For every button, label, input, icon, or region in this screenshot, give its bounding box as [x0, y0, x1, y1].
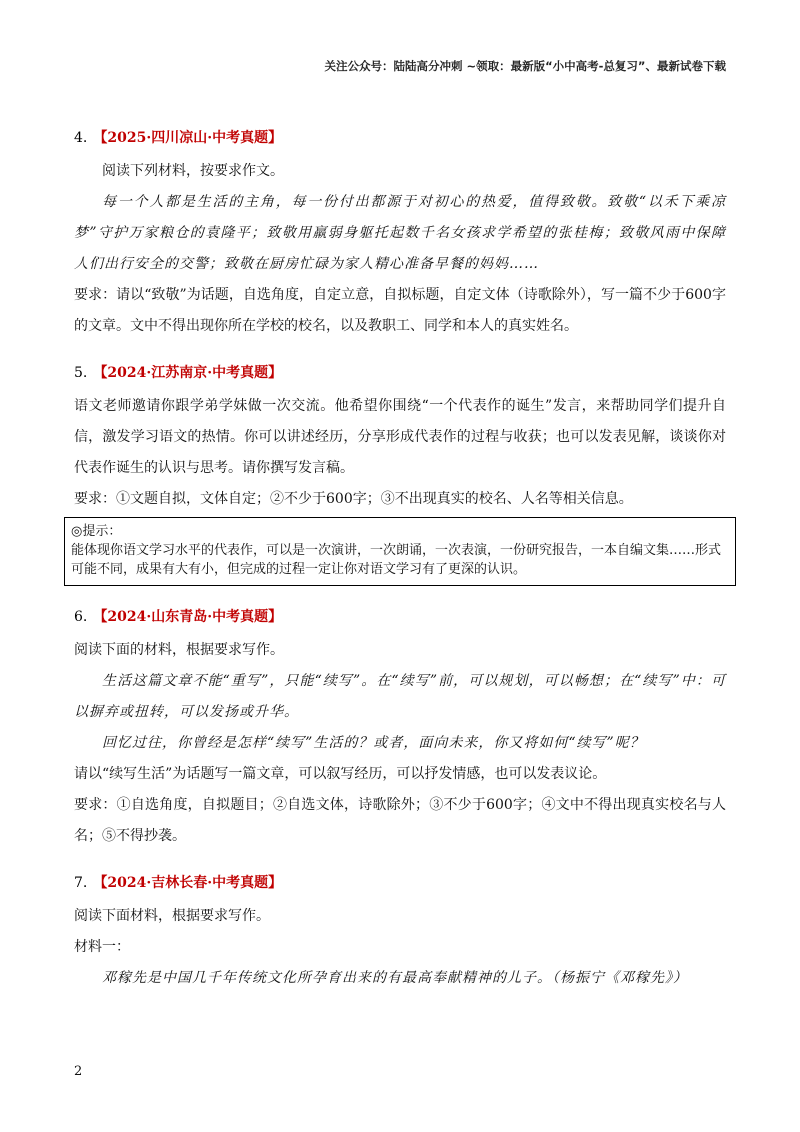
question-5 — [71, 363, 726, 586]
topic-instruction: 请以“续写生活”为话题写一篇文章，可以叙写经历，可以抒发情感，也可以发表议论。 — [74, 766, 607, 782]
requirements: 要求：①文题自拟，文体自定；②不少于600字；③不出现真实的校名、人名等相关信息。 — [74, 491, 633, 507]
question-7 — [74, 873, 726, 994]
question-number: 4. — [74, 130, 88, 146]
question-source-tag: 【2024·江苏南京·中考真题】 — [93, 365, 283, 381]
tip-box — [64, 517, 736, 586]
material-text: 每一个人都是生活的主角，每一份付出都源于对初心的热爱，值得致敬。致敬“以禾下乘凉梦”守护万家粮仓的袁隆平；致敬用羸弱身躯托起数千名女孩求学希望的张桂梅；致敬风雨中保障人们出行安全的交警；致敬在厨房忙碌为家人精心准备早餐的妈妈…… — [74, 194, 726, 272]
question-heading — [74, 128, 726, 148]
question-number: 7. — [74, 875, 88, 891]
requirements: 要求：请以“致敬”为话题，自选角度，自定立意，自拟标题，自定文体（诗歌除外），写一篇不少于600字的文章。文中不得出现你所在学校的校名，以及教职工、同学和本人的真实姓名。 — [74, 287, 726, 334]
question-source-tag: 【2025·四川凉山·中考真题】 — [93, 130, 283, 146]
instruction: 阅读下面材料，根据要求写作。 — [74, 908, 270, 924]
material-text: 邓稼先是中国几千年传统文化所孕育出来的有最高奉献精神的儿子。（杨振宁《邓稼先》） — [102, 970, 688, 986]
material-label: 材料一： — [74, 939, 130, 955]
question-heading — [74, 607, 726, 627]
question-6 — [74, 607, 726, 852]
tip-body: 能体现你语文学习水平的代表作，可以是一次演讲，一次朗诵，一次表演，一份研究报告，一本自编文集……形式可能不同，成果有大有小，但完成的过程一定让你对语文学习有了更深的认识。 — [71, 543, 722, 577]
page-number: 2 — [74, 1064, 83, 1079]
document-body — [71, 128, 726, 1015]
page-header: 关注公众号：陆陆高分冲刺 ~领取：最新版“小中高考-总复习”、最新试卷下载 — [324, 59, 726, 73]
question-number: 6. — [74, 609, 88, 625]
material-text: 语文老师邀请你跟学弟学妹做一次交流。他希望你围绕“一个代表作的诞生”发言，来帮助同学们提升自信，激发学习语文的热情。你可以讲述经历，分享形成代表作的过程与收获；也可以发表见解，谈谈你对代表作诞生的认识与思考。请你撰写发言稿。 — [74, 398, 726, 476]
tip-title: ◎提示： — [71, 524, 122, 539]
material-text: 回忆过往，你曾经是怎样“续写”生活的？或者，面向未来，你又将如何“续写”呢？ — [102, 735, 645, 751]
instruction: 阅读下面的材料，根据要求写作。 — [74, 642, 284, 658]
question-4 — [74, 128, 726, 342]
material-text: 生活这篇文章不能“重写”，只能“续写”。在“续写”前，可以规划，可以畅想；在“续写”中：可以摒弃或扭转，可以发扬或升华。 — [74, 673, 726, 720]
question-heading — [74, 873, 726, 893]
question-source-tag: 【2024·吉林长春·中考真题】 — [93, 875, 283, 891]
question-number: 5. — [74, 365, 88, 381]
question-source-tag: 【2024·山东青岛·中考真题】 — [93, 609, 283, 625]
requirements: 要求：①自选角度，自拟题目；②自选文体，诗歌除外；③不少于600字；④文中不得出现真实校名与人名；⑤不得抄袭。 — [74, 797, 726, 844]
instruction: 阅读下列材料，按要求作文。 — [102, 163, 284, 179]
question-heading — [74, 363, 726, 383]
